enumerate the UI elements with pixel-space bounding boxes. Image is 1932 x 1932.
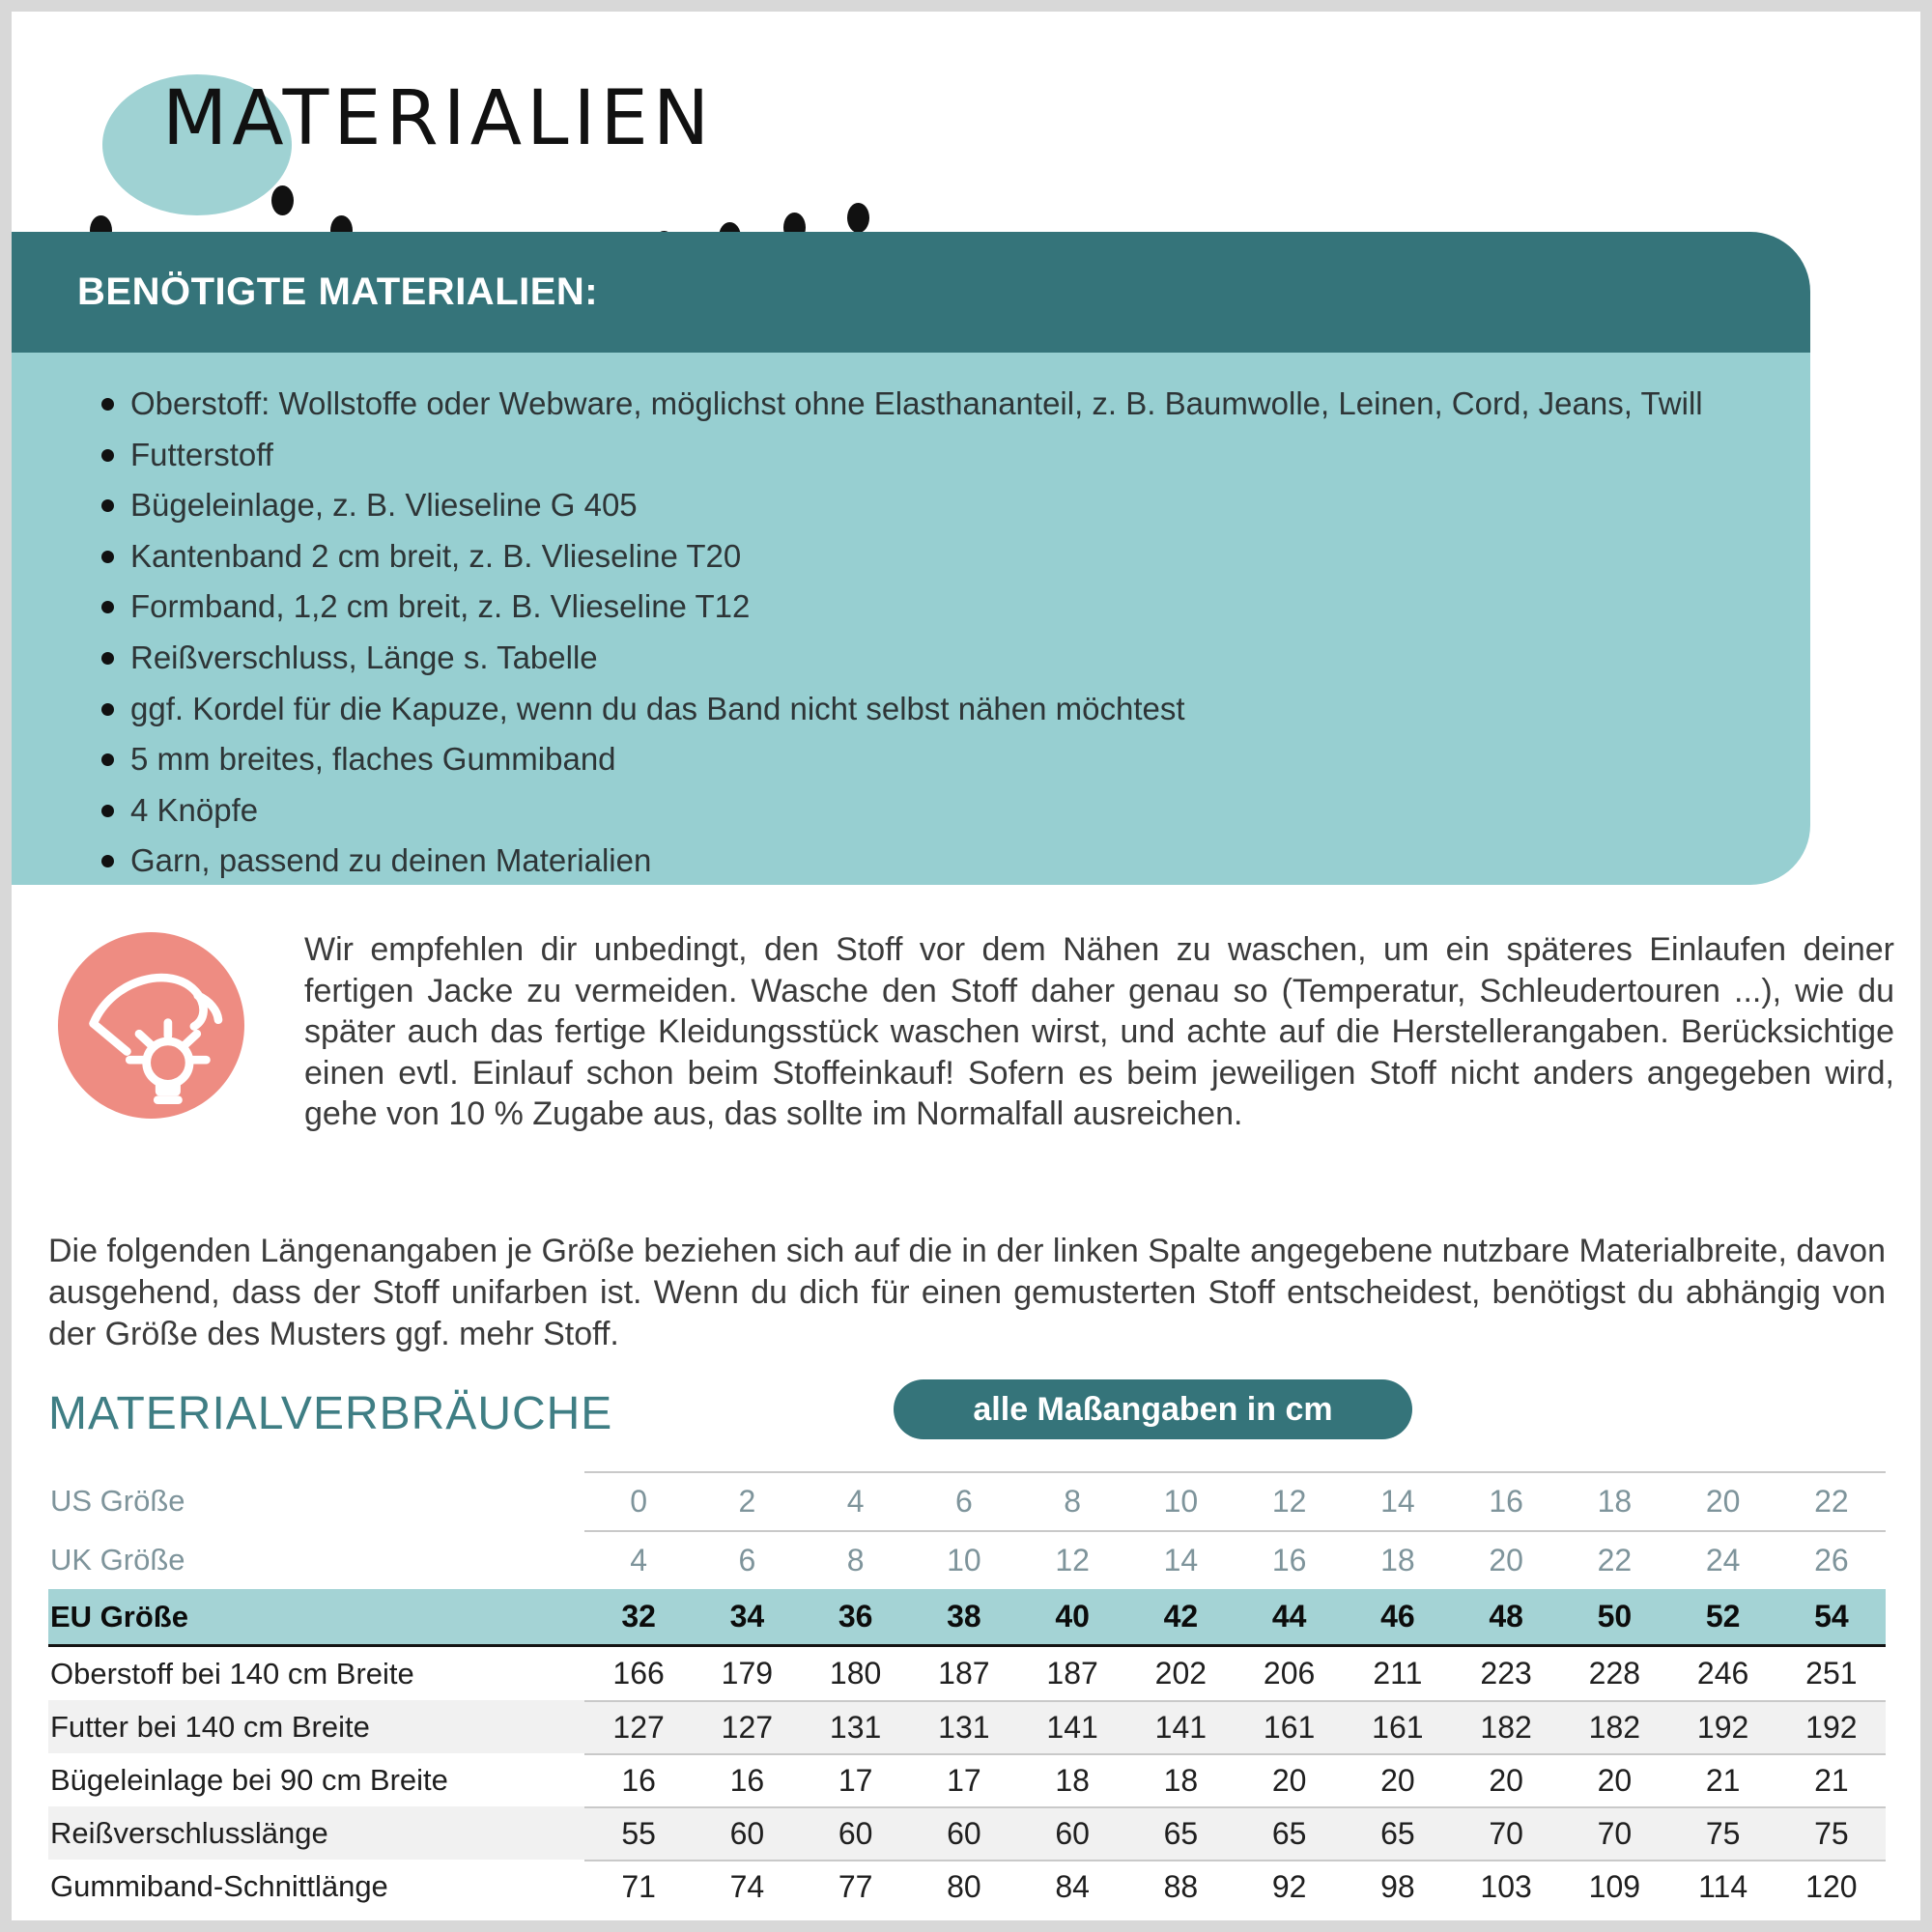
materials-list-item: 4 Knöpfe — [130, 785, 1791, 837]
table-cell: 0 — [584, 1471, 693, 1530]
tip-text: Wir empfehlen dir unbedingt, den Stoff vor dem Nähen zu waschen, um ein späteres Einlaufen deiner fertigen Jacke zu vermeiden. Wasche den Stoff daher genau so (Temperatur, Schleudertouren ...), wie du später auch das fertige Kleidungsstück waschen wirst, und achte auf die Herstellerangaben. Berücksichtige einen evtl. Einlauf schon beim Stoffeinkauf! Sofern es beim jeweiligen Stoff nicht anders angegeben wird, gehe von 10 % Zugabe aus, das sollte im Normalfall ausreichen. — [304, 931, 1894, 1133]
materials-consumption-table — [48, 1471, 1886, 1913]
table-cell: 65 — [1236, 1806, 1344, 1860]
table-cell: 16 — [1236, 1530, 1344, 1589]
idea-lightbulb-icon — [58, 932, 244, 1119]
table-cell: 20 — [1669, 1471, 1777, 1530]
materials-list — [12, 353, 1810, 887]
table-cell: 228 — [1588, 1656, 1641, 1690]
table-cell: 75 — [1669, 1806, 1777, 1860]
dot — [271, 185, 294, 215]
table-cell: 55 — [584, 1806, 693, 1860]
table-row — [48, 1589, 1886, 1647]
materials-list-item: Reißverschluss, Länge s. Tabelle — [130, 633, 1791, 684]
table-cell: 98 — [1344, 1860, 1452, 1913]
units-badge: alle Maßangaben in cm — [894, 1379, 1412, 1439]
materials-list-item: 5 mm breites, flaches Gummiband — [130, 734, 1791, 785]
table-cell: 54 — [1814, 1599, 1849, 1634]
table-cell: 20 — [1236, 1753, 1344, 1806]
table-cell: 192 — [1777, 1700, 1886, 1753]
table-cell: 36 — [838, 1599, 873, 1634]
dot — [847, 203, 869, 233]
table-cell: 74 — [693, 1860, 801, 1913]
row-label: Oberstoff bei 140 cm Breite — [50, 1656, 414, 1690]
table-cell: 20 — [1560, 1753, 1668, 1806]
table-cell: 141 — [1018, 1700, 1126, 1753]
materials-box-header — [12, 232, 1810, 353]
table-cell: 65 — [1344, 1806, 1452, 1860]
intro-paragraph: Die folgenden Längenangaben je Größe beziehen sich auf die in der linken Spalte angegebene nutzbare Materialbreite, davon ausgehend, dass der Stoff unifarben ist. Wenn du dich für einen gemusterten Stoff entscheidest, benötigst du abhängig von der Größe des Musters ggf. mehr Stoff. — [48, 1233, 1886, 1352]
table-row — [48, 1530, 1886, 1589]
materials-list-item: Kantenband 2 cm breit, z. B. Vlieseline T20 — [130, 531, 1791, 582]
table-cell: 16 — [584, 1753, 693, 1806]
table-cell: 109 — [1560, 1860, 1668, 1913]
materials-list-item: ggf. Kordel für die Kapuze, wenn du das Band nicht selbst nähen möchtest — [130, 684, 1791, 735]
tip-icon-circle — [58, 932, 244, 1119]
table-cell: 6 — [910, 1471, 1018, 1530]
table-cell: 77 — [802, 1860, 910, 1913]
table-cell: 84 — [1018, 1860, 1126, 1913]
materials-list-item: Garn, passend zu deinen Materialien — [130, 836, 1791, 887]
table-row — [48, 1860, 1886, 1913]
materials-list-item: Futterstoff — [130, 430, 1791, 481]
row-label: EU Größe — [50, 1599, 188, 1634]
row-label: UK Größe — [50, 1542, 185, 1577]
table-cell: 10 — [1126, 1471, 1235, 1530]
table-cell: 46 — [1380, 1599, 1415, 1634]
table-row — [48, 1647, 1886, 1700]
table-cell: 180 — [829, 1656, 882, 1690]
table-cell: 12 — [1236, 1471, 1344, 1530]
table-cell: 60 — [1018, 1806, 1126, 1860]
table-cell: 202 — [1154, 1656, 1208, 1690]
table-cell: 38 — [947, 1599, 981, 1634]
materials-box-heading: BENÖTIGTE MATERIALIEN: — [77, 270, 599, 313]
table-cell: 44 — [1271, 1599, 1307, 1634]
table-cell: 80 — [910, 1860, 1018, 1913]
row-label: Bügeleinlage bei 90 cm Breite — [50, 1762, 448, 1797]
table-cell: 12 — [1018, 1530, 1126, 1589]
table-cell: 70 — [1452, 1806, 1560, 1860]
row-label: Reißverschlusslänge — [50, 1815, 328, 1850]
table-cell: 161 — [1236, 1700, 1344, 1753]
table-cell: 8 — [1018, 1471, 1126, 1530]
materials-list-item: Formband, 1,2 cm breit, z. B. Vlieseline T12 — [130, 582, 1791, 633]
table-row — [48, 1471, 1886, 1530]
table-cell: 182 — [1560, 1700, 1668, 1753]
table-cell: 17 — [910, 1753, 1018, 1806]
table-cell: 20 — [1452, 1753, 1560, 1806]
table-cell: 50 — [1597, 1599, 1633, 1634]
table-cell: 21 — [1777, 1753, 1886, 1806]
table-cell: 246 — [1696, 1656, 1749, 1690]
table-cell: 14 — [1344, 1471, 1452, 1530]
table-cell: 8 — [802, 1530, 910, 1589]
table-cell: 6 — [693, 1530, 801, 1589]
table-cell: 14 — [1126, 1530, 1235, 1589]
table-cell: 10 — [910, 1530, 1018, 1589]
table-cell: 22 — [1560, 1530, 1668, 1589]
table-cell: 223 — [1480, 1656, 1532, 1690]
section-heading: MATERIALVERBRÄUCHE — [48, 1388, 613, 1439]
table-cell: 40 — [1055, 1599, 1090, 1634]
table-cell: 161 — [1344, 1700, 1452, 1753]
materials-list-item: Oberstoff: Wollstoffe oder Webware, möglichst ohne Elasthananteil, z. B. Baumwolle, Leinen, Cord, Jeans, Twill — [130, 379, 1791, 430]
table-cell: 127 — [693, 1700, 801, 1753]
table-cell: 24 — [1669, 1530, 1777, 1589]
table-cell: 166 — [612, 1656, 665, 1690]
table-cell: 206 — [1263, 1656, 1316, 1690]
table-cell: 71 — [584, 1860, 693, 1913]
table-cell: 120 — [1777, 1860, 1886, 1913]
page-title: MATERIALIEN — [162, 75, 715, 162]
row-label: Gummiband-Schnittlänge — [50, 1868, 388, 1903]
table-cell: 22 — [1777, 1471, 1886, 1530]
table-cell: 4 — [584, 1530, 693, 1589]
table-cell: 179 — [721, 1656, 774, 1690]
table-cell: 18 — [1560, 1471, 1668, 1530]
table-cell: 20 — [1344, 1753, 1452, 1806]
table-cell: 18 — [1018, 1753, 1126, 1806]
table-cell: 88 — [1126, 1860, 1235, 1913]
table-cell: 182 — [1452, 1700, 1560, 1753]
table-cell: 20 — [1452, 1530, 1560, 1589]
table-cell: 187 — [938, 1656, 990, 1690]
table-cell: 131 — [802, 1700, 910, 1753]
table-cell: 103 — [1452, 1860, 1560, 1913]
table-cell: 192 — [1669, 1700, 1777, 1753]
table-cell: 18 — [1126, 1753, 1235, 1806]
table-cell: 92 — [1236, 1860, 1344, 1913]
table-cell: 52 — [1705, 1599, 1741, 1634]
table-cell: 60 — [693, 1806, 801, 1860]
table-cell: 141 — [1126, 1700, 1235, 1753]
table-cell: 60 — [910, 1806, 1018, 1860]
table-cell: 70 — [1560, 1806, 1668, 1860]
table-cell: 127 — [584, 1700, 693, 1753]
table-cell: 65 — [1126, 1806, 1235, 1860]
table-cell: 2 — [693, 1471, 801, 1530]
materials-box-body — [12, 353, 1810, 885]
table-cell: 18 — [1344, 1530, 1452, 1589]
table-cell: 4 — [802, 1471, 910, 1530]
table-cell: 42 — [1163, 1599, 1199, 1634]
table-cell: 21 — [1669, 1753, 1777, 1806]
table-cell: 187 — [1046, 1656, 1098, 1690]
table-cell: 16 — [693, 1753, 801, 1806]
table-cell: 75 — [1777, 1806, 1886, 1860]
materials-list-item: Bügeleinlage, z. B. Vlieseline G 405 — [130, 480, 1791, 531]
table-cell: 34 — [729, 1599, 765, 1634]
row-label: US Größe — [50, 1483, 185, 1518]
table-row — [48, 1753, 1886, 1806]
row-label: Futter bei 140 cm Breite — [50, 1709, 370, 1744]
table-row — [48, 1806, 1886, 1860]
table-cell: 16 — [1452, 1471, 1560, 1530]
table-cell: 48 — [1489, 1599, 1523, 1634]
table-cell: 131 — [910, 1700, 1018, 1753]
table-cell: 60 — [802, 1806, 910, 1860]
table-cell: 32 — [621, 1599, 656, 1634]
table-cell: 17 — [802, 1753, 910, 1806]
table-cell: 26 — [1777, 1530, 1886, 1589]
table-cell: 251 — [1805, 1656, 1858, 1690]
table-row — [48, 1700, 1886, 1753]
table-cell: 114 — [1669, 1860, 1777, 1913]
table-cell: 211 — [1373, 1656, 1423, 1690]
